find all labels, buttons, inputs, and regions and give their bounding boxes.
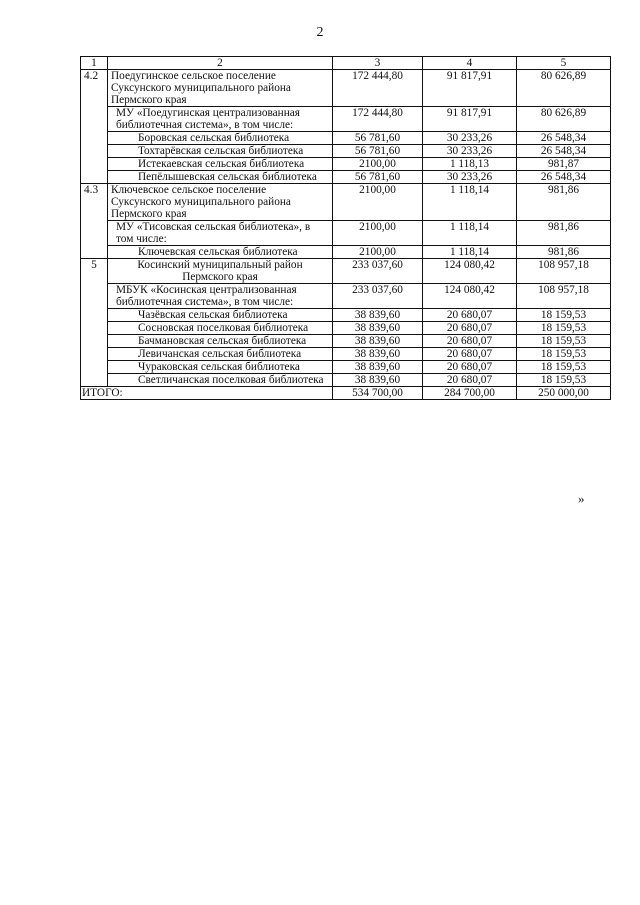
row-name: Ключевская сельская библиотека bbox=[108, 246, 333, 259]
value-col5: 18 159,53 bbox=[517, 374, 611, 387]
row-name: Светличанская поселковая библиотека bbox=[108, 374, 333, 387]
value-col3: 38 839,60 bbox=[333, 335, 423, 348]
value-col5: 18 159,53 bbox=[517, 309, 611, 322]
header-cell: 4 bbox=[423, 57, 517, 70]
table-row bbox=[81, 158, 611, 171]
value-col5: 80 626,89 bbox=[517, 107, 611, 132]
table-row bbox=[81, 184, 611, 221]
row-name: МУ «Тисовская сельская библиотека», в том числе: bbox=[108, 221, 333, 246]
row-name: Тохтарёвская сельская библиотека bbox=[108, 145, 333, 158]
row-name: Истекаевская сельская библиотека bbox=[108, 158, 333, 171]
value-col3: 172 444,80 bbox=[333, 107, 423, 132]
value-col5: 26 548,34 bbox=[517, 145, 611, 158]
value-col5: 981,86 bbox=[517, 184, 611, 221]
row-name: Левичанская сельская библиотека bbox=[108, 348, 333, 361]
value-col3: 2100,00 bbox=[333, 246, 423, 259]
table-row bbox=[81, 335, 611, 348]
value-col3: 2100,00 bbox=[333, 184, 423, 221]
value-col3: 38 839,60 bbox=[333, 322, 423, 335]
value-col5: 108 957,18 bbox=[517, 284, 611, 309]
value-col5: 981,86 bbox=[517, 246, 611, 259]
table-row bbox=[81, 221, 611, 246]
total-col4: 284 700,00 bbox=[423, 387, 517, 400]
value-col3: 56 781,60 bbox=[333, 145, 423, 158]
value-col5: 26 548,34 bbox=[517, 132, 611, 145]
value-col4: 1 118,14 bbox=[423, 246, 517, 259]
value-col5: 18 159,53 bbox=[517, 335, 611, 348]
value-col4: 20 680,07 bbox=[423, 361, 517, 374]
value-col5: 18 159,53 bbox=[517, 348, 611, 361]
value-col4: 20 680,07 bbox=[423, 335, 517, 348]
total-label: ИТОГО: bbox=[81, 387, 333, 400]
value-col3: 233 037,60 bbox=[333, 259, 423, 284]
row-number: 5 bbox=[81, 259, 108, 387]
value-col3: 38 839,60 bbox=[333, 361, 423, 374]
value-col4: 20 680,07 bbox=[423, 374, 517, 387]
table-row bbox=[81, 70, 611, 107]
table-row bbox=[81, 132, 611, 145]
total-col3: 534 700,00 bbox=[333, 387, 423, 400]
header-cell: 5 bbox=[517, 57, 611, 70]
budget-table bbox=[80, 56, 611, 400]
row-name: Пепёлышевская сельская библиотека bbox=[108, 171, 333, 184]
value-col4: 124 080,42 bbox=[423, 284, 517, 309]
table-row bbox=[81, 284, 611, 309]
row-name: Чазёвская сельская библиотека bbox=[108, 309, 333, 322]
row-name: МБУК «Косинская централизованная библиотечная система», в том числе: bbox=[108, 284, 333, 309]
row-name: Чураковская сельская библиотека bbox=[108, 361, 333, 374]
row-name: Поедугинское сельское поселение Суксунского муниципального района Пермского края bbox=[108, 70, 333, 107]
table-row bbox=[81, 348, 611, 361]
value-col5: 981,86 bbox=[517, 221, 611, 246]
row-name: Боровская сельская библиотека bbox=[108, 132, 333, 145]
row-name: Косинский муниципальный район Пермского края bbox=[108, 259, 333, 284]
value-col3: 172 444,80 bbox=[333, 70, 423, 107]
row-number: 4.2 bbox=[81, 70, 108, 184]
closing-quote-mark: » bbox=[578, 491, 585, 506]
table-row bbox=[81, 171, 611, 184]
value-col5: 26 548,34 bbox=[517, 171, 611, 184]
table-row bbox=[81, 246, 611, 259]
value-col3: 38 839,60 bbox=[333, 374, 423, 387]
value-col5: 108 957,18 bbox=[517, 259, 611, 284]
value-col4: 1 118,14 bbox=[423, 184, 517, 221]
value-col4: 124 080,42 bbox=[423, 259, 517, 284]
header-cell: 3 bbox=[333, 57, 423, 70]
value-col5: 18 159,53 bbox=[517, 361, 611, 374]
header-cell: 1 bbox=[81, 57, 108, 70]
table-row bbox=[81, 107, 611, 132]
row-number: 4.3 bbox=[81, 184, 108, 259]
table-row bbox=[81, 145, 611, 158]
value-col3: 233 037,60 bbox=[333, 284, 423, 309]
value-col4: 1 118,14 bbox=[423, 221, 517, 246]
header-cell: 2 bbox=[108, 57, 333, 70]
page-number: 2 bbox=[316, 25, 324, 40]
header-row bbox=[81, 57, 611, 70]
value-col4: 30 233,26 bbox=[423, 132, 517, 145]
total-col5: 250 000,00 bbox=[517, 387, 611, 400]
table-row bbox=[81, 259, 611, 284]
table-row bbox=[81, 374, 611, 387]
total-row bbox=[81, 387, 611, 400]
row-name: Сосновская поселковая библиотека bbox=[108, 322, 333, 335]
value-col4: 91 817,91 bbox=[423, 70, 517, 107]
value-col4: 91 817,91 bbox=[423, 107, 517, 132]
value-col4: 1 118,13 bbox=[423, 158, 517, 171]
value-col3: 2100,00 bbox=[333, 158, 423, 171]
value-col4: 20 680,07 bbox=[423, 309, 517, 322]
value-col4: 30 233,26 bbox=[423, 171, 517, 184]
value-col4: 20 680,07 bbox=[423, 322, 517, 335]
value-col3: 56 781,60 bbox=[333, 171, 423, 184]
value-col5: 80 626,89 bbox=[517, 70, 611, 107]
table-row bbox=[81, 322, 611, 335]
value-col4: 20 680,07 bbox=[423, 348, 517, 361]
table-row bbox=[81, 309, 611, 322]
value-col4: 30 233,26 bbox=[423, 145, 517, 158]
value-col3: 38 839,60 bbox=[333, 348, 423, 361]
value-col3: 56 781,60 bbox=[333, 132, 423, 145]
value-col5: 18 159,53 bbox=[517, 322, 611, 335]
value-col5: 981,87 bbox=[517, 158, 611, 171]
row-name: МУ «Поедугинская централизованная библиотечная система», в том числе: bbox=[108, 107, 333, 132]
row-name: Ключевское сельское поселение Суксунского муниципального района Пермского края bbox=[108, 184, 333, 221]
table-row bbox=[81, 361, 611, 374]
value-col3: 38 839,60 bbox=[333, 309, 423, 322]
row-name: Бачмановская сельская библиотека bbox=[108, 335, 333, 348]
value-col3: 2100,00 bbox=[333, 221, 423, 246]
